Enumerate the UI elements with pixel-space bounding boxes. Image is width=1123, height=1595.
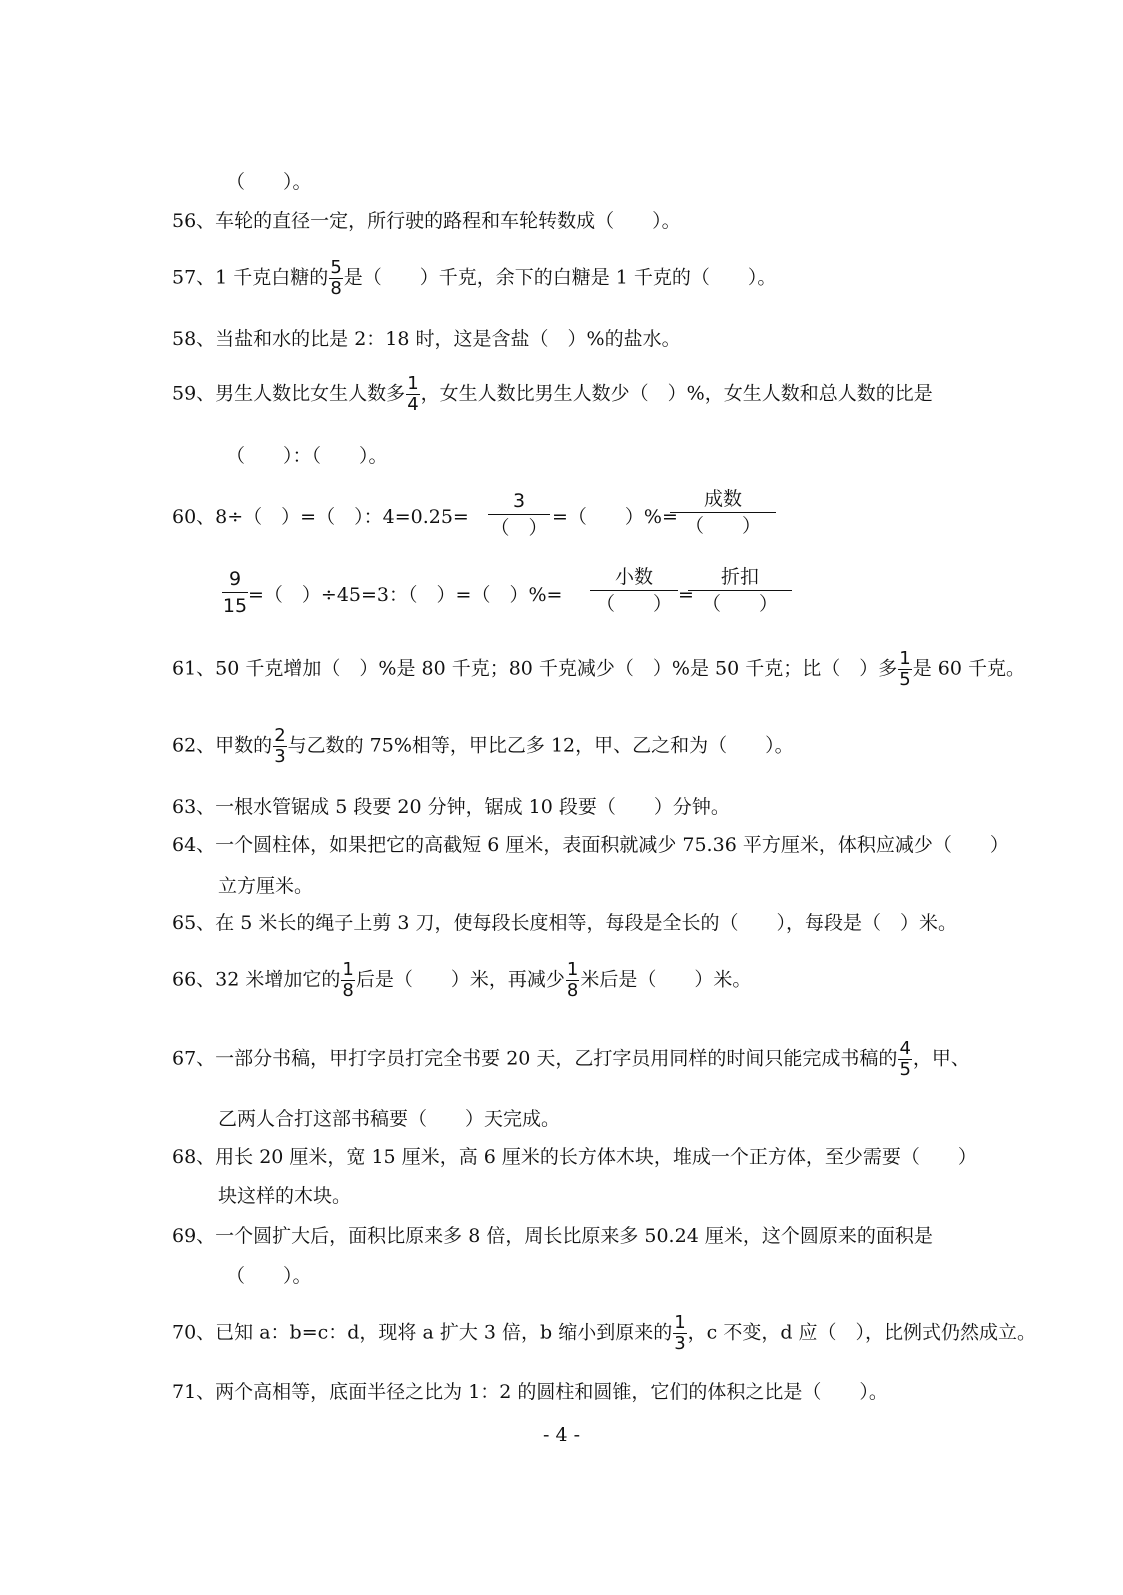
q60-f1-num: 3 <box>512 490 526 512</box>
q68-continuation: 块这样的木块。 <box>218 1185 352 1207</box>
q66-fraction-2 <box>566 960 579 1001</box>
question-68: 68、用长 20 厘米，宽 15 厘米，高 6 厘米的长方体木块，堆成一个正方体，至少需要（ ） <box>172 1146 977 1168</box>
q59-frac-den: 4 <box>407 394 419 415</box>
q62-text-pre: 62、甲数的 <box>172 734 273 757</box>
q60-line2-text-a: =（ ）÷45=3：（ ）=（ ）%= <box>248 584 563 606</box>
q60-f1-den: （ ） <box>488 514 550 541</box>
question-61 <box>172 649 1025 690</box>
q57-frac-num: 5 <box>330 257 342 278</box>
question-64: 64、一个圆柱体，如果把它的高截短 6 厘米，表面积就减少 75.36 平方厘米，体积应减少（ ） <box>172 834 1009 856</box>
q59-text-pre: 59、男生人数比女生人数多 <box>172 382 406 405</box>
question-62 <box>172 726 794 767</box>
question-58: 58、当盐和水的比是 2：18 时，这是含盐（ ）%的盐水。 <box>172 328 681 350</box>
q60-f0-num: 9 <box>228 568 242 590</box>
q66-text-post: 米后是（ ）米。 <box>580 968 752 991</box>
q57-fraction <box>329 258 342 299</box>
q67-text-post: ，甲、 <box>912 1047 970 1070</box>
q60-fraction-chengshu <box>670 486 776 539</box>
page-number: - 4 - <box>542 1424 580 1446</box>
q66-frac2-num: 1 <box>566 959 579 980</box>
q60-line1-text-b: =（ ）%= <box>552 506 678 528</box>
question-66 <box>172 960 751 1001</box>
q62-frac-den: 3 <box>274 746 286 767</box>
q60-fraction-9-15 <box>222 566 248 619</box>
q61-text-post: 是 60 千克。 <box>912 657 1025 680</box>
question-67 <box>172 1039 970 1080</box>
q61-frac-den: 5 <box>899 669 911 690</box>
q60-fraction-zhekou <box>688 564 792 617</box>
question-63: 63、一根水管锯成 5 段要 20 分钟，锯成 10 段要（ ）分钟。 <box>172 796 730 818</box>
q59-fraction <box>406 374 419 415</box>
q70-frac-den: 3 <box>674 1333 686 1354</box>
question-70 <box>172 1313 1036 1354</box>
q62-fraction <box>273 726 286 767</box>
q67-fraction <box>898 1039 911 1080</box>
q67-continuation: 乙两人合打这部书稿要（ ）天完成。 <box>218 1108 561 1130</box>
q60-f3-num: 小数 <box>614 566 653 588</box>
q66-frac1-num: 1 <box>342 959 354 980</box>
q67-frac-den: 5 <box>899 1059 911 1080</box>
q62-frac-num: 2 <box>274 725 286 746</box>
q69-continuation: （ ）。 <box>226 1265 312 1287</box>
q62-text-post: 与乙数的 75%相等，甲比乙多 12，甲、乙之和为（ ）。 <box>287 734 794 757</box>
q61-fraction <box>898 649 911 690</box>
q60-fraction-3 <box>488 488 550 541</box>
q67-frac-num: 4 <box>899 1038 911 1059</box>
q57-frac-den: 8 <box>330 278 342 299</box>
q60-f0-den: 15 <box>222 592 248 619</box>
q60-f3-den: （ ） <box>590 590 678 617</box>
q66-text-mid: 后是（ ）米，再减少 <box>355 968 565 991</box>
q70-text-pre: 70、已知 a：b=c：d，现将 a 扩大 3 倍，b 缩小到原来的 <box>172 1321 673 1344</box>
q70-frac-num: 1 <box>674 1312 686 1333</box>
q60-f4-den: （ ） <box>688 590 792 617</box>
q60-fraction-xiaoshu <box>590 564 678 617</box>
q59-text-post: ，女生人数比男生人数少（ ）%，女生人数和总人数的比是 <box>420 382 933 405</box>
q66-text-pre: 66、32 米增加它的 <box>172 968 341 991</box>
q60-f4-num: 折扣 <box>720 566 759 588</box>
question-56: 56、车轮的直径一定，所行驶的路程和车轮转数成（ ）。 <box>172 210 681 232</box>
question-65: 65、在 5 米长的绳子上剪 3 刀，使每段长度相等，每段是全长的（ ），每段是（ ）米。 <box>172 912 958 934</box>
q60-line1-text-a: 60、8÷（ ）=（ ）：4=0.25= <box>172 506 469 528</box>
q70-text-post: ，c 不变，d 应（ ），比例式仍然成立。 <box>687 1321 1037 1344</box>
q61-text-pre: 61、50 千克增加（ ）%是 80 千克；80 千克减少（ ）%是 50 千克；比（ ）多 <box>172 657 898 680</box>
q57-text-pre: 57、1 千克白糖的 <box>172 266 329 289</box>
q60-f2-num: 成数 <box>703 488 742 510</box>
q66-frac2-den: 8 <box>566 980 579 1001</box>
q59-continuation: （ ）：（ ）。 <box>226 445 388 467</box>
q66-frac1-den: 8 <box>342 980 354 1001</box>
q61-frac-num: 1 <box>899 648 911 669</box>
q57-text-post: 是（ ）千克，余下的白糖是 1 千克的（ ）。 <box>343 266 777 289</box>
q67-text-pre: 67、一部分书稿，甲打字员打完全书要 20 天，乙打字员用同样的时间只能完成书稿的 <box>172 1047 898 1070</box>
q55-continuation: （ ）。 <box>226 171 312 193</box>
question-69: 69、一个圆扩大后，面积比原来多 8 倍，周长比原来多 50.24 厘米，这个圆原来的面积是 <box>172 1225 933 1247</box>
question-59 <box>172 374 933 415</box>
q60-f2-den: （ ） <box>670 512 776 539</box>
q59-frac-num: 1 <box>407 373 419 394</box>
question-71: 71、两个高相等，底面半径之比为 1：2 的圆柱和圆锥，它们的体积之比是（ ）。 <box>172 1381 888 1403</box>
q66-fraction-1 <box>341 960 354 1001</box>
question-57 <box>172 258 776 299</box>
q64-continuation: 立方厘米。 <box>218 875 314 897</box>
q70-fraction <box>673 1313 686 1354</box>
q60-line2-text-b: = <box>678 584 694 606</box>
